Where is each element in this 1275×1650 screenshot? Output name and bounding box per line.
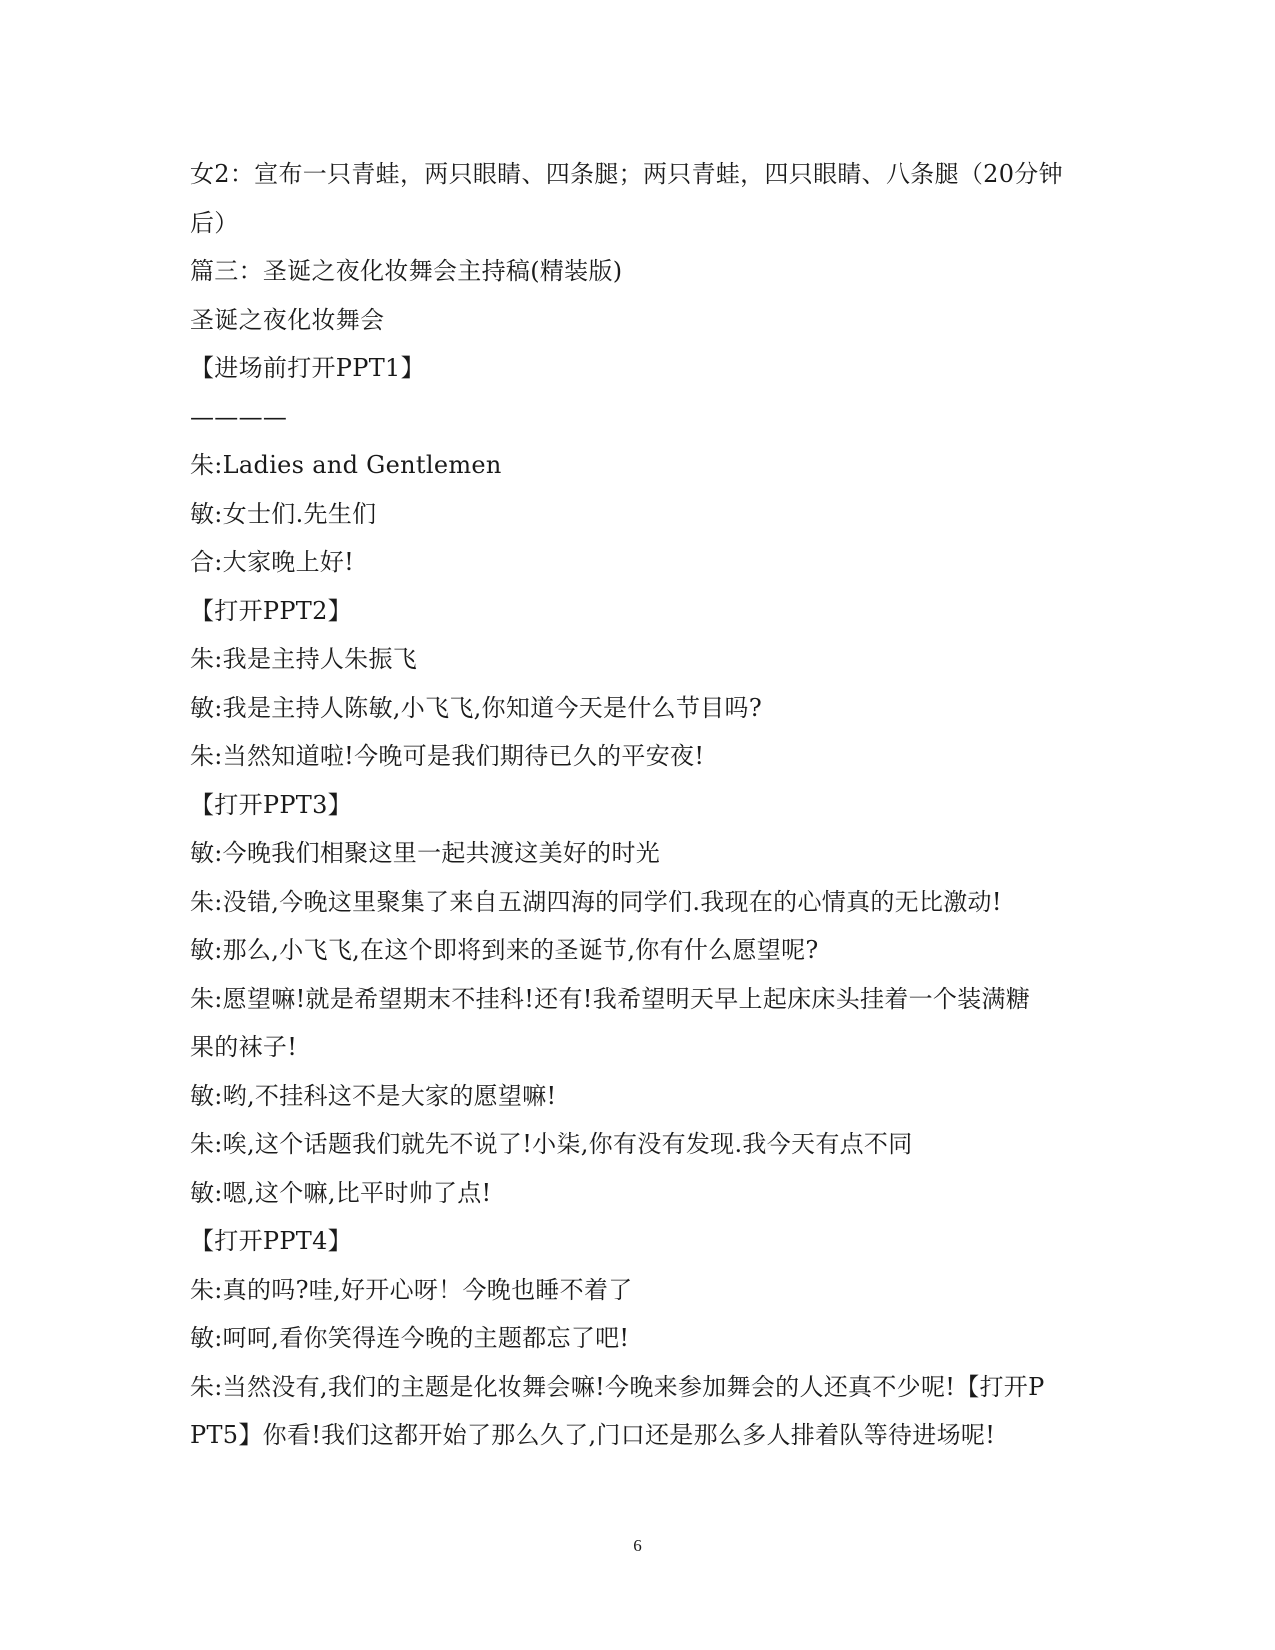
stage-direction: 【打开PPT4】 (190, 1227, 352, 1255)
section-heading: 篇三：圣诞之夜化妆舞会主持稿(精装版) (190, 257, 623, 285)
section-title: 圣诞之夜化妆舞会 (190, 305, 385, 334)
dialogue-line: PT5】你看!我们这都开始了那么久了,门口还是那么多人排着队等待进场呢! (190, 1421, 996, 1449)
separator-dashes: ———— (190, 402, 288, 431)
dialogue-line: 敏:今晚我们相聚这里一起共渡这美好的时光 (190, 839, 661, 867)
dialogue-line: 朱:当然知道啦!今晚可是我们期待已久的平安夜! (190, 742, 705, 770)
dialogue-line: 朱:唉,这个话题我们就先不说了!小柒,你有没有发现.我今天有点不同 (190, 1130, 913, 1158)
dialogue-line: 敏:呵呵,看你笑得连今晚的主题都忘了吧! (190, 1324, 630, 1352)
page-number: 6 (633, 1536, 642, 1555)
stage-direction: 【打开PPT2】 (190, 596, 352, 625)
dialogue-line: 朱:Ladies and Gentlemen (190, 451, 502, 479)
dialogue-line: 敏:女士们.先生们 (190, 499, 377, 528)
dialogue-line: 朱:没错,今晚这里聚集了来自五湖四海的同学们.我现在的心情真的无比激动! (190, 887, 1002, 916)
dialogue-line: 敏:哟,不挂科这不是大家的愿望嘛! (190, 1081, 557, 1110)
dialogue-line: 果的袜子! (190, 1033, 298, 1061)
text-line: 后） (190, 208, 239, 237)
stage-direction: 【进场前打开PPT1】 (190, 354, 425, 382)
dialogue-line: 朱:当然没有,我们的主题是化妆舞会嘛!今晚来参加舞会的人还真不少呢!【打开P (190, 1372, 1045, 1401)
dialogue-line: 朱:真的吗?哇,好开心呀！今晚也睡不着了 (190, 1275, 633, 1304)
dialogue-line: 敏:我是主持人陈敏,小飞飞,你知道今天是什么节目吗? (190, 693, 763, 722)
dialogue-line: 朱:愿望嘛!就是希望期末不挂科!还有!我希望明天早上起床床头挂着一个装满糖 (190, 984, 1031, 1013)
text-line: 女2：宣布一只青蛙，两只眼睛、四条腿；两只青蛙，四只眼睛、八条腿（20分钟 (190, 160, 1063, 188)
dialogue-line: 合:大家晚上好! (190, 548, 355, 576)
dialogue-line: 朱:我是主持人朱振飞 (190, 645, 418, 673)
dialogue-line: 敏:那么,小飞飞,在这个即将到来的圣诞节,你有什么愿望呢? (190, 936, 819, 964)
stage-direction: 【打开PPT3】 (190, 790, 352, 819)
dialogue-line: 敏:嗯,这个嘛,比平时帅了点! (190, 1178, 492, 1207)
document-body (190, 150, 1080, 1460)
